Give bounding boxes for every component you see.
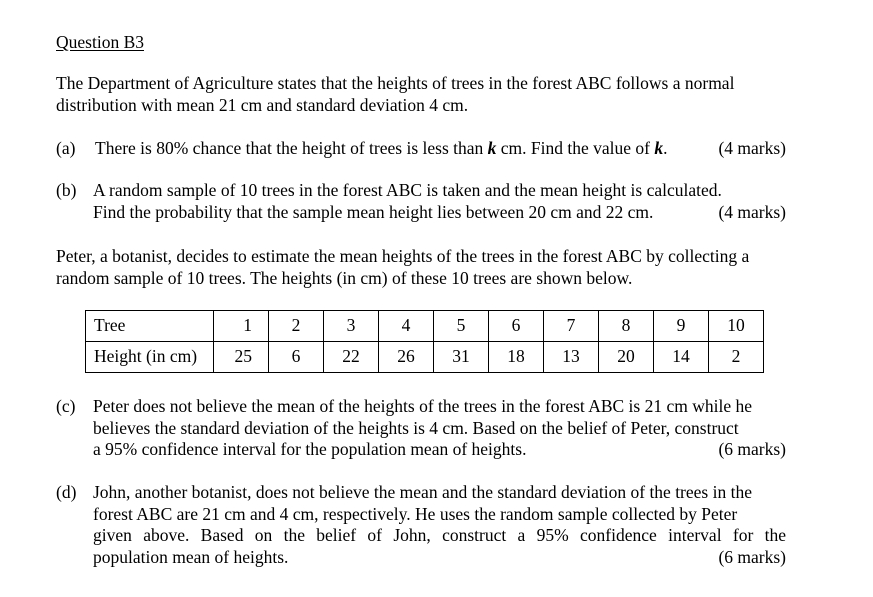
part-c-label: (c) — [56, 396, 76, 416]
peter-line-1: Peter, a botanist, decides to estimate the mean heights of the trees in the forest ABC by collecting a — [56, 246, 750, 266]
part-d-marks: (6 marks) — [718, 546, 786, 567]
height-cell: 22 — [324, 342, 379, 373]
part-b-line-1: A random sample of 10 trees in the forest ABC is taken and the mean height is calculated. — [93, 180, 722, 200]
height-cell: 25 — [214, 342, 269, 373]
tree-cell: 9 — [654, 311, 709, 342]
height-cell: 20 — [599, 342, 654, 373]
part-c-line-1: Peter does not believe the mean of the heights of the trees in the forest ABC is 21 cm while he — [93, 396, 753, 416]
part-b-line-2-wrap — [93, 202, 786, 224]
part-a-text-mid: cm. Find the value of — [496, 138, 655, 158]
intro-line-2: distribution with mean 21 cm and standard deviation 4 cm. — [56, 94, 469, 115]
part-a — [56, 138, 786, 160]
part-c-marks: (6 marks) — [718, 439, 786, 459]
question-title: Question B3 — [56, 32, 144, 52]
tree-cell: 7 — [544, 311, 599, 342]
tree-cell: 2 — [269, 311, 324, 342]
intro-paragraph — [56, 73, 786, 116]
tree-cell: 4 — [379, 311, 434, 342]
tree-heights-table — [85, 310, 764, 373]
part-c-line-2: believes the standard deviation of the heights is 4 cm. Based on the belief of Peter, construct — [93, 417, 739, 438]
height-cell: 2 — [709, 342, 764, 373]
part-d — [56, 482, 786, 570]
height-cell: 31 — [434, 342, 489, 373]
tree-cell: 10 — [709, 311, 764, 342]
part-d-line-4: population mean of heights. — [93, 546, 289, 567]
part-c — [56, 396, 786, 462]
part-d-label: (d) — [56, 482, 77, 502]
part-a-label: (a) — [56, 138, 76, 158]
tree-cell: 1 — [214, 311, 269, 342]
part-d-text — [93, 482, 786, 568]
part-c-text — [93, 396, 786, 461]
part-d-line-3: given above. Based on the belief of John, construct a 95% confidence interval for the — [93, 525, 786, 545]
part-c-line-3: a 95% confidence interval for the population mean of heights. — [93, 439, 527, 459]
height-cell: 18 — [489, 342, 544, 373]
tree-cell: 5 — [434, 311, 489, 342]
tree-cell: 6 — [489, 311, 544, 342]
height-cell: 26 — [379, 342, 434, 373]
part-c-line-3-wrap — [93, 439, 786, 461]
part-b-marks: (4 marks) — [718, 201, 786, 222]
tree-cell: 8 — [599, 311, 654, 342]
height-cell: 14 — [654, 342, 709, 373]
part-d-line-1: John, another botanist, does not believe the mean and the standard deviation of the trees in the — [93, 482, 752, 502]
peter-line-2: random sample of 10 trees. The heights (in cm) of these 10 trees are shown below. — [56, 267, 633, 288]
part-b-text — [93, 180, 786, 223]
part-b-label: (b) — [56, 180, 77, 200]
part-d-line-2: forest ABC are 21 cm and 4 cm, respectively. He uses the random sample collected by Peter — [93, 503, 738, 524]
part-a-var-k-2: k — [654, 138, 664, 158]
part-d-line-4-wrap — [93, 547, 786, 569]
part-b-line-2: Find the probability that the sample mean height lies between 20 cm and 22 cm. — [93, 201, 654, 222]
part-a-text-before: There is 80% chance that the height of trees is less than — [95, 138, 488, 158]
part-b — [56, 180, 786, 224]
part-a-var-k-1: k — [487, 138, 497, 158]
height-cell: 13 — [544, 342, 599, 373]
table-row-tree — [86, 311, 764, 342]
intro-line-1: The Department of Agriculture states that the heights of trees in the forest ABC follows a normal — [56, 73, 735, 93]
table-row-height — [86, 342, 764, 373]
table-header-tree: Tree — [86, 311, 214, 342]
table-header-height: Height (in cm) — [86, 342, 214, 373]
tree-cell: 3 — [324, 311, 379, 342]
part-a-text — [95, 138, 786, 160]
part-a-text-after: . — [663, 138, 668, 158]
height-cell: 6 — [269, 342, 324, 373]
part-a-marks: (4 marks) — [718, 138, 786, 158]
peter-paragraph — [56, 246, 784, 289]
